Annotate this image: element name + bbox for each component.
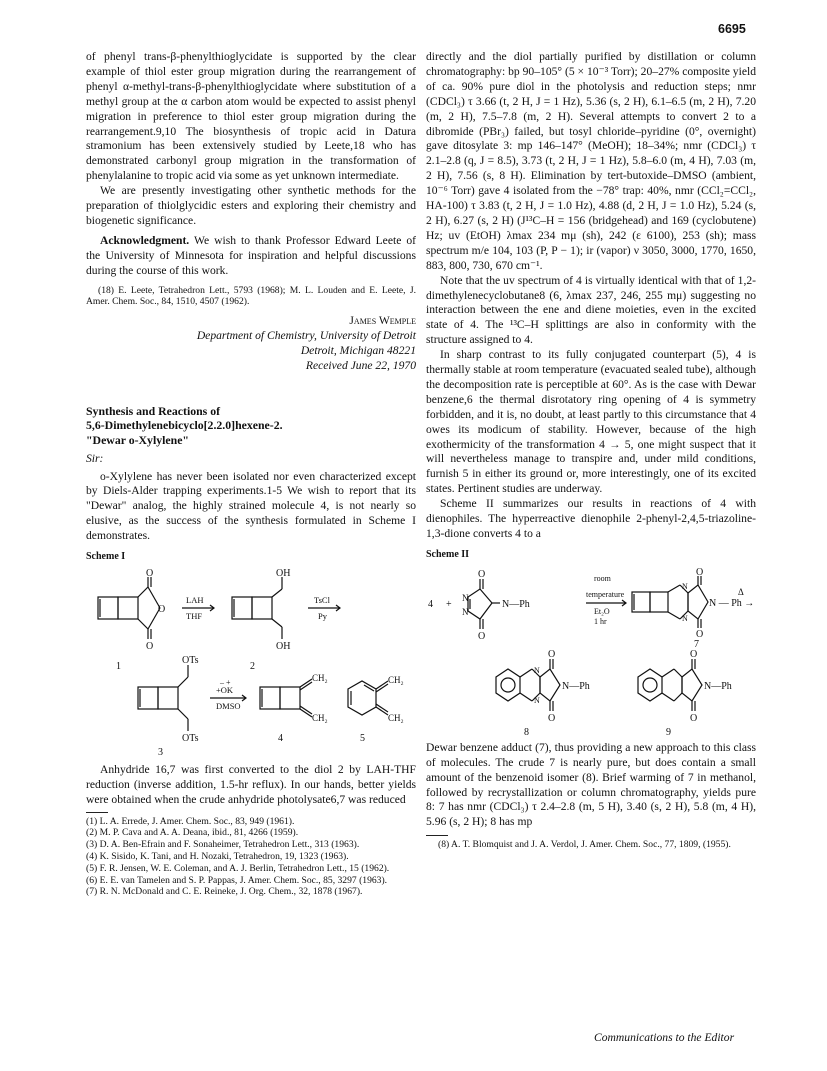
paragraph: o-Xylylene has never been isolated nor even characterized except by Diels-Alder trapping experiments.1-5 We wish to report that its "Dewar" analog, the highly strained molecule 4, is not nearly so elusive, as the success of the synthesis formulated in Scheme I demonstrates. bbox=[86, 469, 416, 543]
oxygen-label: O bbox=[146, 640, 154, 652]
reference: (4) K. Sisido, K. Tani, and H. Nozaki, Tetrahedron, 19, 1323 (1963). bbox=[86, 851, 349, 863]
n-phenyl-label: N—Ph bbox=[704, 680, 732, 692]
n-phenyl-label: N—Ph bbox=[562, 680, 590, 692]
hydroxyl-label: OH bbox=[276, 568, 291, 579]
condition-temperature: temperature bbox=[586, 589, 625, 599]
reference-list bbox=[86, 816, 416, 899]
compound-number: 1 bbox=[116, 660, 121, 672]
compound-number: 9 bbox=[666, 726, 671, 738]
footnote-18: (18) E. Leete, Tetrahedron Lett., 5793 (1968); M. L. Louden and E. Leete, J. Amer. Chem. Soc., 84, 1510, 4507 (1962). bbox=[86, 284, 416, 308]
ack-label: Acknowledgment. bbox=[100, 233, 190, 247]
condition-time: 1 hr bbox=[594, 616, 607, 626]
nitrogen-label: N bbox=[462, 606, 469, 617]
author-name: James Wemple bbox=[349, 314, 416, 328]
reagent-tscl: TsCl bbox=[314, 594, 330, 605]
methylene-label: CH₂ bbox=[312, 712, 328, 723]
compound-number: 5 bbox=[360, 732, 365, 744]
reagent-okt: +OK bbox=[216, 684, 234, 695]
oxygen-label: O bbox=[690, 712, 698, 724]
nitrogen-label: N bbox=[682, 613, 688, 623]
oxygen-label: O bbox=[548, 648, 556, 660]
solvent-dmso: DMSO bbox=[216, 700, 241, 711]
paragraph: We are presently investigating other synthetic methods for the preparation of thiolglycidic esters and exploring their chemistry and biogenetic significance. bbox=[86, 184, 416, 227]
oxygen-label: O bbox=[548, 712, 556, 724]
ack-text: We wish to thank Professor Edward Leete of the University of Minnesota for inspiration and helpful discussions during the course of this work. bbox=[86, 233, 416, 277]
compound-number: 8 bbox=[524, 726, 529, 738]
condition-room: room bbox=[594, 573, 611, 583]
paragraph: of phenyl trans-β-phenylthioglycidate is supported by the clear example of thiol ester group migration during the rearrangement of phenyl α-methyl-trans-β-phenylthioglycidate where substitution of a methyl group at the α carbon atom would be expected to assist phenyl migration in preference to thiol ester group migration during the rearrangement.9,10 The biosynthesis of tropic acid in Datura stramonium has been extensively studied by Leete,18 who has demonstrated carbonyl group migration in the transformation of phenylalanine to tropic acid via some as yet unknown intermediate. bbox=[86, 50, 416, 183]
scheme-2-label: Scheme II bbox=[426, 548, 470, 560]
solvent-thf: THF bbox=[186, 610, 203, 621]
title-line: "Dewar o-Xylylene" bbox=[86, 433, 189, 447]
oxygen-label: O bbox=[696, 566, 704, 578]
oxygen-label: O bbox=[690, 648, 698, 660]
paragraph: In sharp contrast to its fully conjugated counterpart (5), 4 is thermally stable at room temperature (evacuated sealed tube), although the decomposition rate is perceptible at 60°. As is the case with Dewar benzene,6 the thermal disrotatory ring opening of 4 is symmetry forbidden, and it is, no doubt, at least partly to this circumstance that 4 owes its modicum of stability. However, because of the high exothermicity of the transformation 4 → 5, one might suspect that it will nevertheless manage to transpire and, under mild conditions, furnish 5 in either its ground or, more interestingly, one of its excited states. Pertinent studies are underway. bbox=[426, 348, 756, 496]
heat-symbol: Δ bbox=[738, 586, 744, 597]
affiliation: Detroit, Michigan 48221 bbox=[300, 344, 416, 357]
footnote-8: (8) A. T. Blomquist and J. A. Verdol, J. Amer. Chem. Soc., 77, 1809, (1955). bbox=[438, 839, 731, 851]
reference: (7) R. N. McDonald and C. E. Reineke, J. Org. Chem., 32, 1878 (1967). bbox=[86, 886, 363, 898]
oxygen-label: O bbox=[696, 628, 704, 640]
reference: (6) E. E. van Tamelen and S. P. Pappas, J. Amer. Chem. Soc., 85, 3297 (1963). bbox=[86, 874, 388, 886]
paragraph: Note that the uv spectrum of 4 is virtually identical with that of 1,2-dimethylenecyclobutane8 (6, λmax 237, 246, 255 mμ) suggesting no interaction between the ene and diene moieties, even in the excited state of 4. The ¹³C–H splittings are also in conformity with the structure assigned to 4. bbox=[426, 273, 756, 347]
footnote-rule bbox=[86, 812, 108, 813]
nitrogen-label: N bbox=[534, 695, 540, 705]
charge-label: – + bbox=[220, 677, 231, 687]
hydroxyl-label: OH bbox=[276, 640, 291, 652]
paragraph: Anhydride 16,7 was first converted to the diol 2 by LAH-THF reduction (inverse addition, 1.5-hr reflux). In our hands, better yields were obtained when the crude anhydride photolysate6,7 was reduced bbox=[86, 762, 416, 806]
compound-number: 7 bbox=[694, 638, 699, 650]
n-phenyl-arrow-label: N — Ph → bbox=[709, 597, 755, 609]
compound-number: 4 bbox=[428, 598, 433, 610]
paragraph: directly and the diol partially purified by distillation or column chromatography: bp 90–105° (5 × 10⁻³ Torr); 20–27% composite yield of ca. 90% pure diol in the photolysis and reduction steps; nmr (CDCl₃) τ 3.66 (t, 2 H, J = 1 Hz), 5.36 (s, 2 H), 6.1–6.5 (m, 2 H), 7.20 (m, 2 H), 7.5–7.8 (m, 2 H). Several attempts to convert 2 to a dibromide (PBr₃) failed, but tosyl chloride–pyridine (0°, overnight) gave ditosylate 3: mp 146–147° (MeOH); 18–34%; nmr (CDCl₃) τ 2.1–2.8 (q, J = 8.5), 3.73 (t, 2 H, J = 1 Hz), 5.8–6.0 (m, 4 H), 7.03 (m, 2 H), 7.56 (s, 8 H). Elimination by tert-butoxide–DMSO (ambient, 10⁻⁶ Torr) gave 4 isolated from the −78° trap: 40%, nmr (CCl₂=CCl₂, HA-100) τ 3.83 (t, 2 H, J = 1.0 Hz), 4.88 (d, 2 H, J = 1.0 Hz), 5.24 (s, 2 H), 6.27 (s, 2 H) (J¹³C–H = 156 (bridgehead) and 169 (cyclobutene) Hz; uv (EtOH) λmax 234 mμ (sh), 242 (ε 6100), 253 (sh); mass spectrum m/e 104, 103 (P, P − 1); ir (vapor) ν 3050, 3000, 1770, 1650, 883, 800, 730, 670 cm⁻¹. bbox=[426, 50, 756, 272]
scheme-2-figure bbox=[426, 567, 756, 739]
journal-section-footer: Communications to the Editor bbox=[594, 1031, 735, 1044]
oxygen-label: O bbox=[146, 568, 154, 579]
methylene-label: CH₂ bbox=[312, 672, 328, 683]
compound-number: 3 bbox=[158, 746, 163, 758]
nitrogen-label: N bbox=[534, 665, 540, 675]
signature-block bbox=[86, 314, 416, 374]
nitrogen-label: N bbox=[682, 581, 688, 591]
left-column bbox=[86, 50, 416, 898]
oxygen-label: O bbox=[158, 603, 166, 615]
n-phenyl-label: N—Ph bbox=[502, 598, 530, 610]
page-number: 6695 bbox=[718, 22, 746, 36]
scheme-1-label: Scheme I bbox=[86, 551, 126, 563]
salutation: Sir: bbox=[86, 451, 104, 465]
plus-sign: + bbox=[446, 598, 452, 610]
reference: (2) M. P. Cava and A. A. Deana, ibid., 81, 4266 (1959). bbox=[86, 827, 299, 839]
article-title bbox=[86, 404, 416, 448]
received-date: Received June 22, 1970 bbox=[305, 358, 416, 372]
acknowledgment bbox=[86, 234, 416, 279]
tosylate-label: OTs bbox=[182, 654, 199, 666]
nitrogen-label: N bbox=[462, 592, 469, 603]
oxygen-label: O bbox=[478, 630, 486, 642]
compound-number: 2 bbox=[250, 660, 255, 672]
condition-solvent: Et₂O bbox=[594, 606, 610, 616]
compound-number: 4 bbox=[278, 732, 283, 744]
paragraph: Scheme II summarizes our results in reactions of 4 with dienophiles. The hyperreactive dienophile 2-phenyl-2,4,5-triazoline-1,3-dione converts 4 to a bbox=[426, 497, 756, 540]
footnote-rule bbox=[426, 835, 448, 836]
right-column bbox=[426, 50, 756, 851]
title-line: Synthesis and Reactions of bbox=[86, 403, 221, 418]
scheme-1-figure bbox=[86, 569, 416, 759]
methylene-label: CH₂ bbox=[388, 674, 404, 685]
methylene-label: CH₂ bbox=[388, 712, 404, 723]
reagent-lah: LAH bbox=[186, 594, 204, 605]
oxygen-label: O bbox=[478, 568, 486, 580]
title-line: 5,6-Dimethylenebicyclo[2.2.0]hexene-2. bbox=[86, 418, 283, 433]
tosylate-label: OTs bbox=[182, 732, 199, 744]
reagent-py: Py bbox=[318, 610, 327, 621]
paragraph: Dewar benzene adduct (7), thus providing a new approach to this class of molecules. The crude 7 is nearly pure, but does contain a small amount of the benzenoid isomer (8). Brief warming of 7 in methanol, followed by recrystallization or column chromatography, yields pure 8: 7 has nmr (CDCl₃) τ 2.4–2.8 (m, 5 H), 3.40 (s, 2 H), 5.8 (m, 4 H), 5.96 (s, 2 H); 8 has mp bbox=[426, 740, 756, 829]
reference: (3) D. A. Ben-Efrain and F. Sonaheimer, Tetrahedron Lett., 313 (1963). bbox=[86, 839, 360, 851]
affiliation: Department of Chemistry, University of Detroit bbox=[196, 329, 416, 343]
reference: (1) L. A. Errede, J. Amer. Chem. Soc., 83, 949 (1961). bbox=[86, 815, 295, 827]
reference: (5) F. R. Jensen, W. E. Coleman, and A. J. Berlin, Tetrahedron Lett., 15 (1962). bbox=[86, 862, 390, 874]
